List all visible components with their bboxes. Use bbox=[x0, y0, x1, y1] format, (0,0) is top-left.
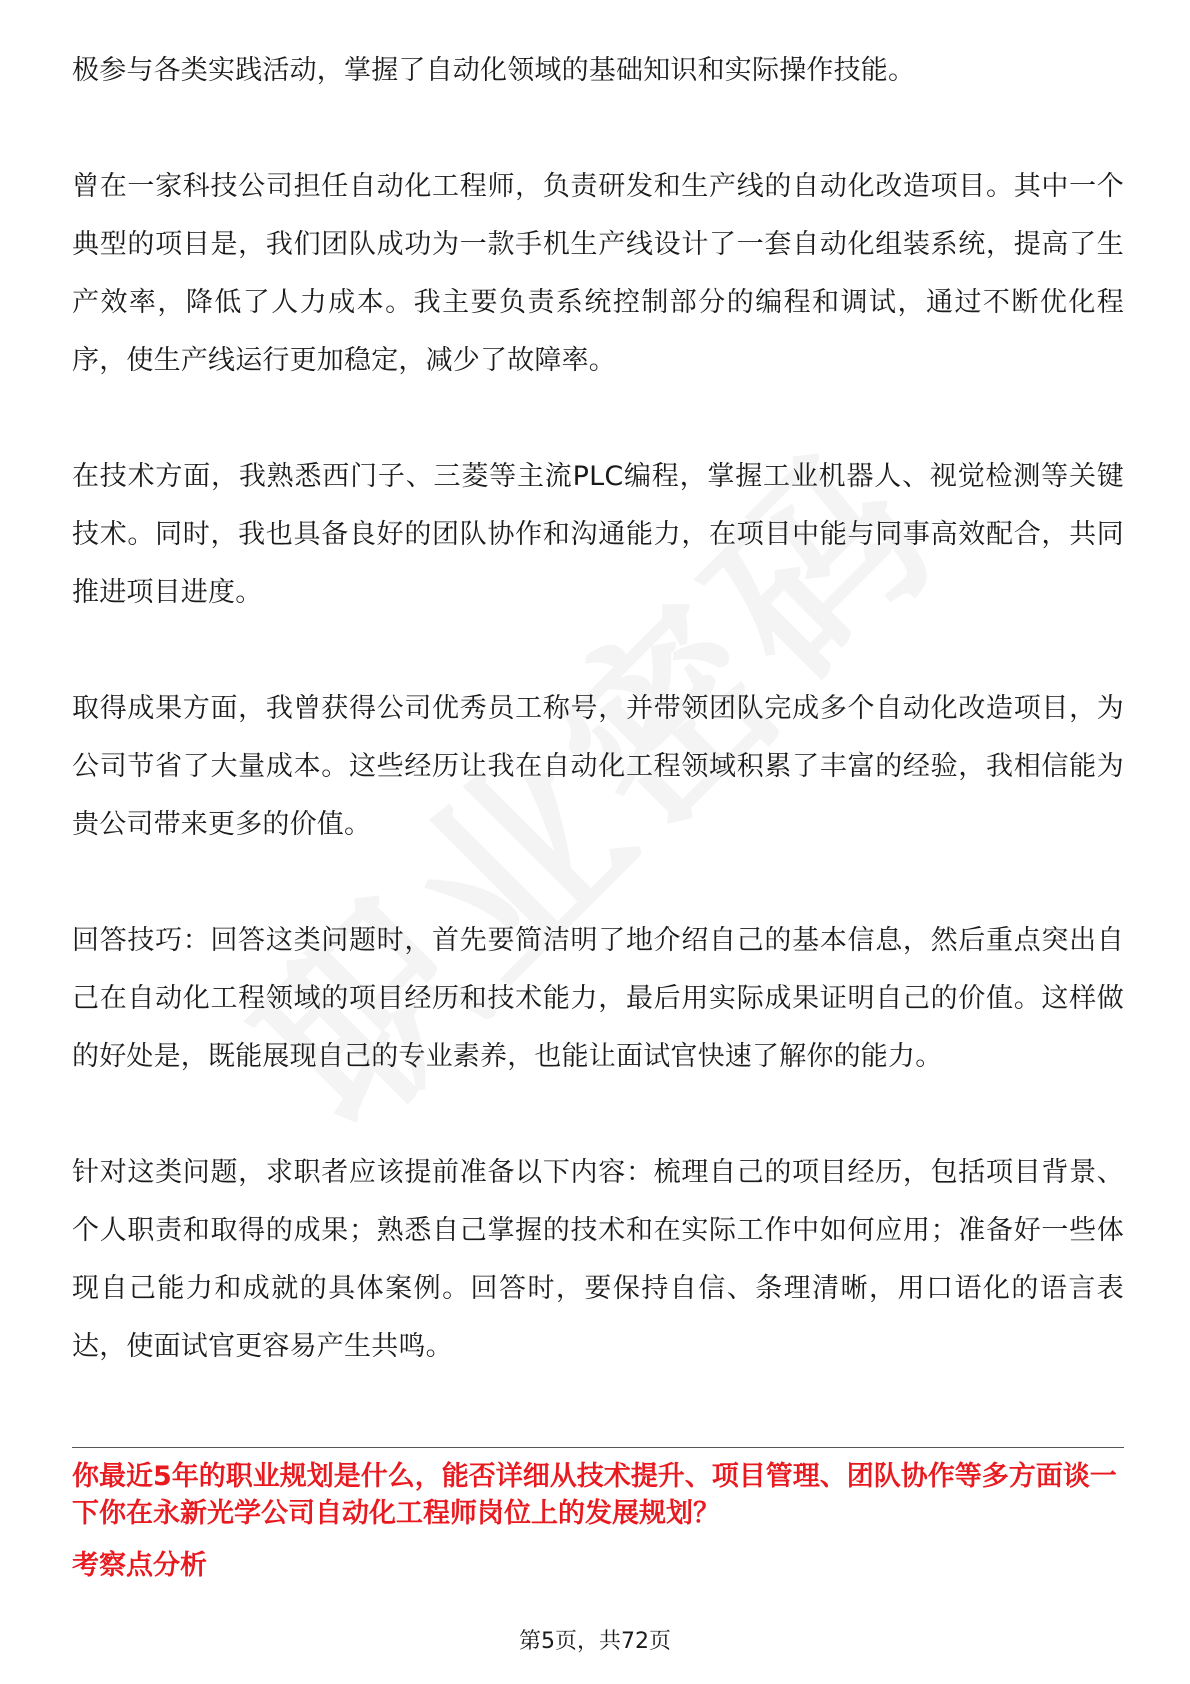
interview-question: 你最近5年的职业规划是什么，能否详细从技术提升、项目管理、团队协作等多方面谈一下你在永新光学公司自动化工程师岗位上的发展规划？ bbox=[72, 1461, 1117, 1529]
paragraph-4: 取得成果方面，我曾获得公司优秀员工称号，并带领团队完成多个自动化改造项目，为公司节省了大量成本。这些经历让我在自动化工程领域积累了丰富的经验，我相信能为贵公司带来更多的价值。 bbox=[72, 693, 1124, 840]
paragraph-3: 在技术方面，我熟悉西门子、三菱等主流PLC编程，掌握工业机器人、视觉检测等关键技术。同时，我也具备良好的团队协作和沟通能力，在项目中能与同事高效配合，共同推进项目进度。 bbox=[72, 461, 1124, 608]
paragraph-5: 回答技巧：回答这类问题时，首先要简洁明了地介绍自己的基本信息，然后重点突出自己在自动化工程领域的项目经历和技术能力，最后用实际成果证明自己的价值。这样做的好处是，既能展现自己的专业素养，也能让面试官快速了解你的能力。 bbox=[72, 925, 1124, 1072]
paragraph-2: 曾在一家科技公司担任自动化工程师，负责研发和生产线的自动化改造项目。其中一个典型的项目是，我们团队成功为一款手机生产线设计了一套自动化组装系统，提高了生产效率，降低了人力成本。我主要负责系统控制部分的编程和调试，通过不断优化程序，使生产线运行更加稳定，减少了故障率。 bbox=[72, 171, 1124, 376]
paragraph-6: 针对这类问题，求职者应该提前准备以下内容：梳理自己的项目经历，包括项目背景、个人职责和取得的成果；熟悉自己掌握的技术和在实际工作中如何应用；准备好一些体现自己能力和成就的具体案例。回答时，要保持自信、条理清晰，用口语化的语言表达，使面试官更容易产生共鸣。 bbox=[72, 1157, 1124, 1362]
document-body bbox=[72, 42, 1124, 1434]
section-heading: 考察点分析 bbox=[72, 1550, 207, 1581]
paragraph-1: 极参与各类实践活动，掌握了自动化领域的基础知识和实际操作技能。 bbox=[72, 55, 916, 86]
section-divider bbox=[72, 1447, 1124, 1448]
page-number: 第5页，共72页 bbox=[519, 1629, 671, 1654]
